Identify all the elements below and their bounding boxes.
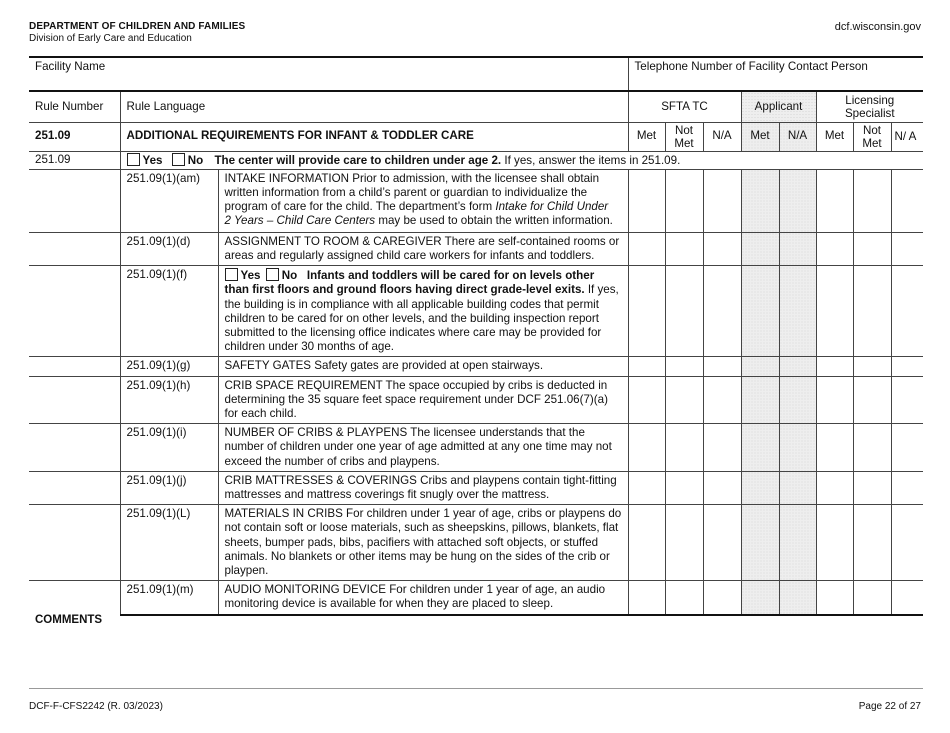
ls-not-met-cell[interactable]: [853, 424, 891, 472]
sfta-met-cell[interactable]: [628, 357, 665, 376]
column-header-row: [29, 91, 923, 122]
question-text: [120, 151, 923, 169]
applicant-met-cell[interactable]: [741, 471, 779, 504]
ls-na-cell[interactable]: [891, 505, 923, 581]
applicant-met-cell[interactable]: [741, 169, 779, 232]
question-rest-text: If yes, answer the items in 251.09.: [501, 153, 681, 167]
rule-number: 251.09(1)(g): [120, 357, 218, 376]
rule-text: NUMBER OF CRIBS & PLAYPENS The licensee understands that the number of children under one year of age admitted at any one time may not exceed the number of cribs and playpens.: [218, 424, 628, 472]
yes-checkbox[interactable]: [225, 268, 238, 281]
applicant-met-cell[interactable]: [741, 232, 779, 265]
rule-row: [29, 471, 923, 504]
rule-number: 251.09(1)(f): [120, 266, 218, 357]
ls-na-cell[interactable]: [891, 266, 923, 357]
rule-row: [29, 505, 923, 581]
sfta-not-met-cell[interactable]: [665, 169, 703, 232]
rule-row: [29, 266, 923, 357]
form-number: DCF-F-CFS2242 (R. 03/2023): [29, 701, 163, 712]
applicant-met-cell[interactable]: [741, 266, 779, 357]
ls-na-cell[interactable]: [891, 357, 923, 376]
ls-met-cell[interactable]: [816, 376, 853, 424]
sfta-na-cell[interactable]: [703, 357, 741, 376]
rule-number: 251.09(1)(d): [120, 232, 218, 265]
rule-number: 251.09(1)(am): [120, 169, 218, 232]
applicant-met-cell[interactable]: [741, 424, 779, 472]
applicant-na-cell[interactable]: [779, 266, 816, 357]
ls-na-cell[interactable]: [891, 581, 923, 615]
rule-row: [29, 424, 923, 472]
ls-met-cell[interactable]: [816, 357, 853, 376]
applicant-header: Applicant: [741, 91, 816, 122]
sfta-not-met-cell[interactable]: [665, 266, 703, 357]
rule-number: 251.09(1)(h): [120, 376, 218, 424]
sfta-met-cell[interactable]: [628, 232, 665, 265]
rule-number: 251.09(1)(L): [120, 505, 218, 581]
page-number: Page 22 of 27: [858, 701, 921, 712]
sfta-not-met-cell[interactable]: [665, 581, 703, 615]
sfta-met-cell[interactable]: [628, 424, 665, 472]
rule-row: [29, 169, 923, 232]
sfta-not-met-cell[interactable]: [665, 357, 703, 376]
ls-met-cell[interactable]: [816, 471, 853, 504]
sfta-na-cell[interactable]: [703, 232, 741, 265]
ls-na-cell[interactable]: [891, 424, 923, 472]
facility-name-label: Facility Name: [35, 60, 106, 73]
applicant-na-cell[interactable]: [779, 232, 816, 265]
sfta-not-met-cell[interactable]: [665, 424, 703, 472]
sfta-not-met-header: Not Met: [665, 122, 703, 151]
sfta-na-header: N/A: [703, 122, 741, 151]
applicant-na-cell[interactable]: [779, 169, 816, 232]
sfta-met-cell[interactable]: [628, 376, 665, 424]
yes-label: Yes: [142, 153, 163, 167]
licensing-specialist-header: Licensing Specialist: [816, 91, 923, 122]
no-label: No: [187, 153, 204, 167]
rule-text: CRIB SPACE REQUIREMENT The space occupied by cribs is deducted in determining the 35 square feet space requirement under DCF 251.06(7)(a) for each child.: [218, 376, 628, 424]
ls-met-cell[interactable]: [816, 424, 853, 472]
ls-na-cell[interactable]: [891, 232, 923, 265]
ls-met-cell[interactable]: [816, 169, 853, 232]
rule-number: 251.09(1)(i): [120, 424, 218, 472]
sfta-met-header: Met: [628, 122, 665, 151]
sfta-na-cell[interactable]: [703, 266, 741, 357]
rule-number-header: Rule Number: [29, 91, 120, 122]
question-bold-text: The center will provide care to children under age 2.: [214, 153, 502, 167]
ls-met-cell[interactable]: [816, 266, 853, 357]
ls-met-cell[interactable]: [816, 505, 853, 581]
sfta-not-met-cell[interactable]: [665, 505, 703, 581]
ls-not-met-cell[interactable]: [853, 169, 891, 232]
applicant-na-cell[interactable]: [779, 505, 816, 581]
sfta-tc-header: SFTA TC: [628, 91, 741, 122]
rule-text: SAFETY GATES Safety gates are provided at open stairways.: [218, 357, 628, 376]
sfta-met-cell[interactable]: [628, 581, 665, 615]
applicant-na-header: N/A: [779, 122, 816, 151]
sfta-na-cell[interactable]: [703, 471, 741, 504]
sfta-not-met-cell[interactable]: [665, 376, 703, 424]
applicant-met-cell[interactable]: [741, 376, 779, 424]
applicant-na-cell[interactable]: [779, 581, 816, 615]
sfta-not-met-cell[interactable]: [665, 232, 703, 265]
ls-na-cell[interactable]: [891, 376, 923, 424]
ls-not-met-cell[interactable]: [853, 376, 891, 424]
rule-text: Yes No Infants and toddlers will be cared for on levels other than first floors and ground floors having direct grade-level exits. If yes, the building is in compliance with all applicable building codes that permit children to be cared for on other levels, and the building inspection report submitted to the licensing office indicates where care may be provided for children under 30 months of age.: [218, 266, 628, 357]
applicant-na-cell[interactable]: [779, 424, 816, 472]
no-label: No: [281, 269, 298, 283]
rule-text: MATERIALS IN CRIBS For children under 1 year of age, cribs or playpens do not contain soft or loose materials, such as sheepskins, pillows, blankets, flat sheets, bumper pads, bibs, pacifiers with attached soft objects, or stuffed animals. No blankets or other items may be hung on the sides of the crib or playpen.: [218, 505, 628, 581]
applicant-met-cell[interactable]: [741, 357, 779, 376]
facility-name-field[interactable]: [29, 57, 628, 91]
sfta-met-cell[interactable]: [628, 169, 665, 232]
ls-na-cell[interactable]: [891, 169, 923, 232]
rule-text: AUDIO MONITORING DEVICE For children under 1 year of age, an audio monitoring device is available for when they are placed to sleep.: [218, 581, 628, 615]
question-number: 251.09: [29, 151, 120, 169]
ls-met-header: Met: [816, 122, 853, 151]
yes-label: Yes: [240, 269, 261, 283]
ls-not-met-cell[interactable]: [853, 505, 891, 581]
section-row: [29, 122, 923, 151]
rule-text: INTAKE INFORMATION Prior to admission, with the licensee shall obtain written information from a child’s parent or guardian to individualize the program of care for the child. The department’s form Intake for Child Under 2 Years – Child Care Centers may be used to obtain the written information.: [218, 169, 628, 232]
applicant-na-cell[interactable]: [779, 357, 816, 376]
applicant-met-header: Met: [741, 122, 779, 151]
ls-not-met-cell[interactable]: [853, 471, 891, 504]
department-name: DEPARTMENT OF CHILDREN AND FAMILIES: [29, 21, 246, 32]
ls-met-cell[interactable]: [816, 232, 853, 265]
rule-row: [29, 581, 923, 615]
rule-row: [29, 232, 923, 265]
applicant-met-cell[interactable]: [741, 581, 779, 615]
applicant-na-cell[interactable]: [779, 376, 816, 424]
ls-not-met-header: Not Met: [853, 122, 891, 151]
no-checkbox[interactable]: [172, 153, 185, 166]
rule-row: [29, 357, 923, 376]
rule-text: ASSIGNMENT TO ROOM & CAREGIVER There are self-contained rooms or areas and regularly assigned child care workers for infants and toddlers.: [218, 232, 628, 265]
section-title: ADDITIONAL REQUIREMENTS FOR INFANT & TODDLER CARE: [120, 122, 628, 151]
sfta-met-cell[interactable]: [628, 505, 665, 581]
ls-not-met-cell[interactable]: [853, 266, 891, 357]
yes-checkbox[interactable]: [127, 153, 140, 166]
sfta-met-cell[interactable]: [628, 266, 665, 357]
ls-na-header: N/ A: [891, 122, 923, 151]
rule-language-header: Rule Language: [120, 91, 628, 122]
question-row: [29, 151, 923, 169]
comments-label: COMMENTS: [35, 614, 103, 626]
section-number: 251.09: [29, 122, 120, 151]
telephone-field[interactable]: [628, 57, 923, 91]
rule-number: 251.09(1)(j): [120, 471, 218, 504]
telephone-label: Telephone Number of Facility Contact Person: [634, 60, 868, 73]
checklist-table: [29, 56, 923, 616]
website-link[interactable]: dcf.wisconsin.gov: [834, 21, 921, 33]
rule-number: 251.09(1)(m): [120, 581, 218, 615]
rule-row: [29, 376, 923, 424]
applicant-met-cell[interactable]: [741, 505, 779, 581]
ls-not-met-cell[interactable]: [853, 357, 891, 376]
facility-row: [29, 57, 923, 91]
sfta-na-cell[interactable]: [703, 581, 741, 615]
ls-na-cell[interactable]: [891, 471, 923, 504]
ls-met-cell[interactable]: [816, 581, 853, 615]
sfta-na-cell[interactable]: [703, 376, 741, 424]
sfta-na-cell[interactable]: [703, 505, 741, 581]
rule-text: CRIB MATTRESSES & COVERINGS Cribs and playpens contain tight-fitting mattresses and mattress coverings fit snugly over the mattress.: [218, 471, 628, 504]
sfta-na-cell[interactable]: [703, 169, 741, 232]
ls-not-met-cell[interactable]: [853, 232, 891, 265]
no-checkbox[interactable]: [266, 268, 279, 281]
applicant-na-cell[interactable]: [779, 471, 816, 504]
division-name: Division of Early Care and Education: [29, 33, 192, 44]
ls-not-met-cell[interactable]: [853, 581, 891, 615]
footer-divider: [29, 688, 923, 689]
sfta-not-met-cell[interactable]: [665, 471, 703, 504]
sfta-met-cell[interactable]: [628, 471, 665, 504]
sfta-na-cell[interactable]: [703, 424, 741, 472]
